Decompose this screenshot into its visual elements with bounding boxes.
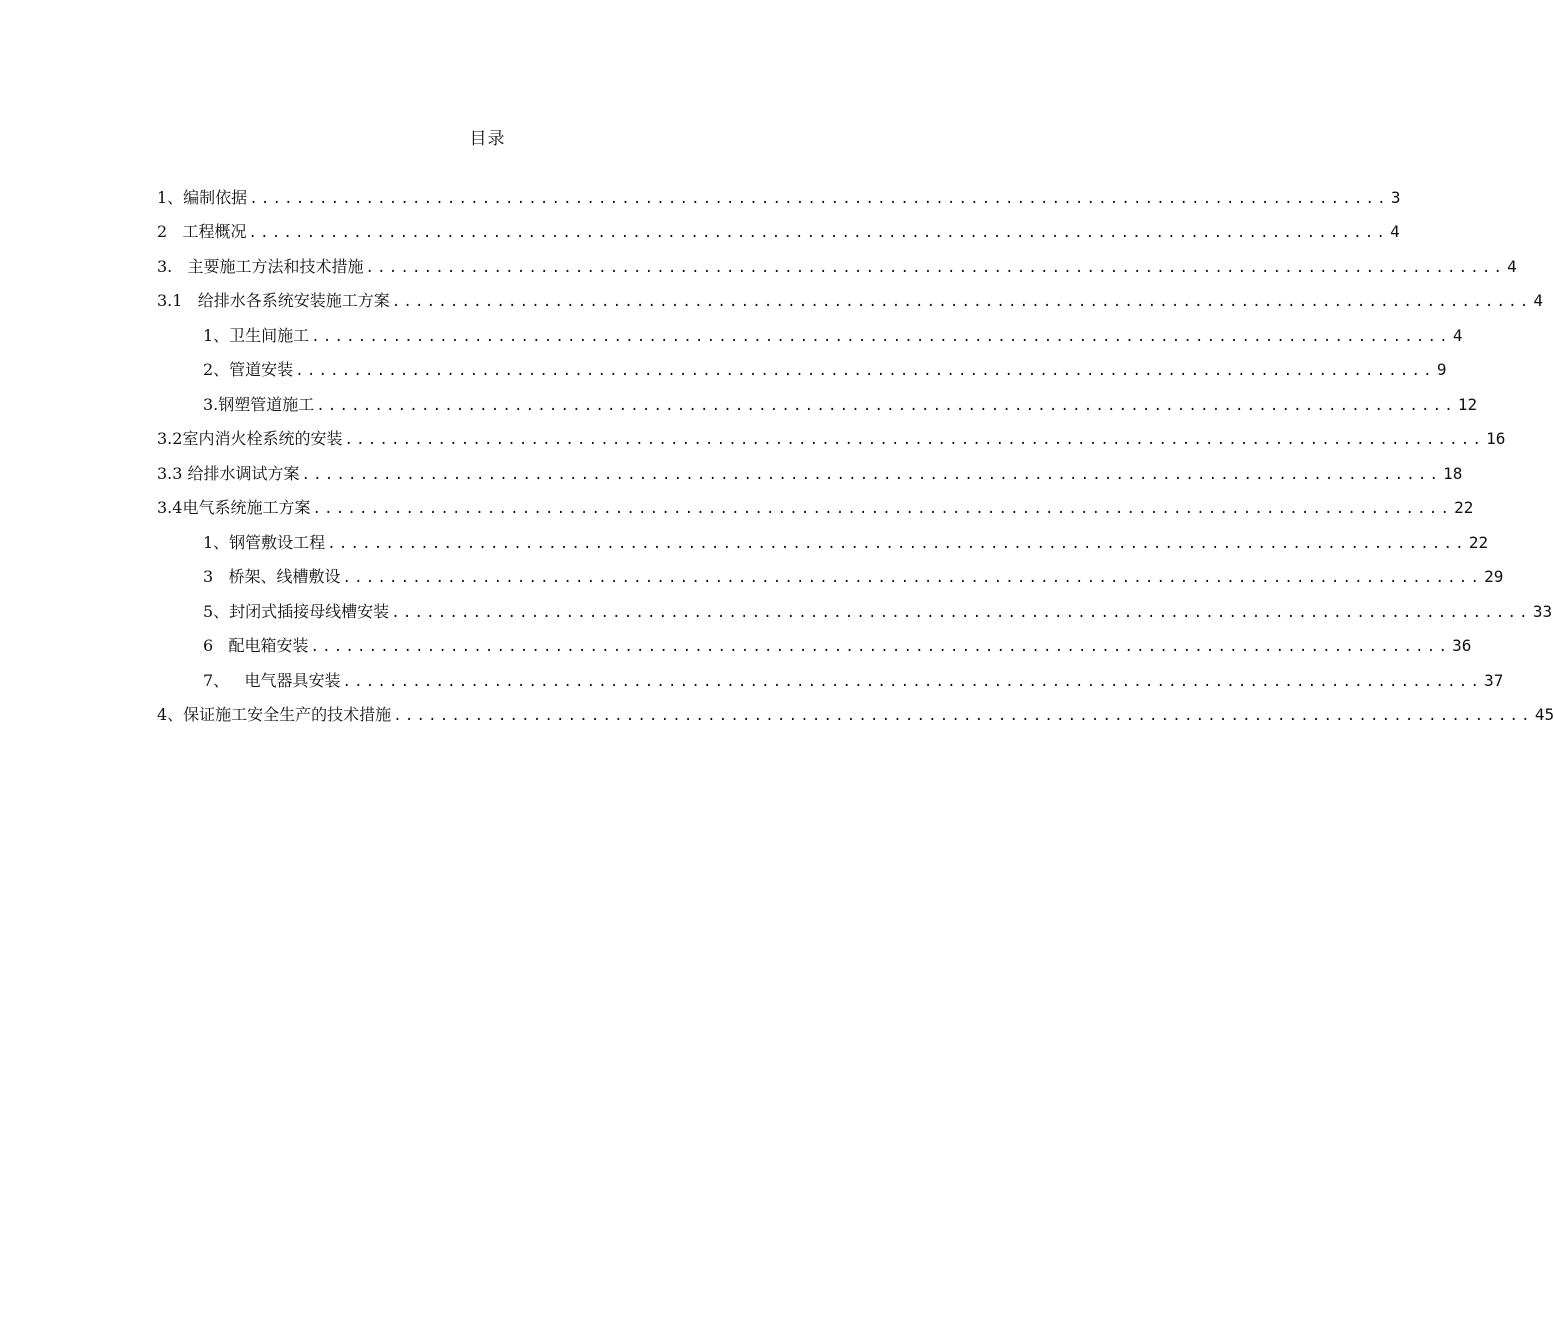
toc-entry-label: 3.钢塑管道施工 [203, 395, 315, 414]
toc-entry-page: 18 [1443, 464, 1463, 483]
toc-entry-page: 45 [1534, 705, 1554, 724]
toc-leader-dots: .................................................................................................. [391, 294, 1532, 310]
toc-entry-label: 5、封闭式插接母线槽安装 [203, 602, 390, 621]
toc-entry-page: 4 [1533, 291, 1543, 310]
toc-entry-page: 4 [1452, 326, 1463, 345]
toc-entry-label: 3.1 给排水各系统安装施工方案 [157, 291, 390, 310]
toc-leader-dots: .................................................................................................. [249, 191, 1389, 207]
toc-leader-dots: .................................................................................................. [391, 605, 1531, 621]
toc-entry-page: 12 [1457, 395, 1478, 414]
toc-leader-dots: .................................................................................................. [327, 536, 1467, 552]
toc-entry[interactable] [203, 323, 1463, 347]
toc-entry-page: 33 [1532, 602, 1553, 621]
toc-entry-page: 16 [1486, 429, 1506, 448]
toc-entry-label: 3. 主要施工方法和技术措施 [157, 257, 364, 276]
toc-entry[interactable] [157, 426, 1506, 450]
toc-entry[interactable] [203, 668, 1504, 692]
toc-entry-label: 2、管道安装 [203, 360, 294, 379]
toc-entry-label: 3.2室内消火栓系统的安装 [157, 429, 343, 448]
toc-leader-dots: .................................................................................................. [393, 708, 1533, 724]
toc-entry[interactable] [157, 288, 1543, 312]
toc-entry-page: 3 [1390, 188, 1401, 207]
toc-entry-page: 9 [1436, 360, 1447, 379]
toc-entry[interactable] [157, 219, 1400, 243]
toc-title: 目录 [469, 129, 506, 149]
toc-entry[interactable] [157, 254, 1517, 278]
toc-entry[interactable] [203, 633, 1472, 657]
toc-leader-dots: .................................................................................................. [365, 260, 1506, 276]
toc-leader-dots: .................................................................................................. [311, 329, 1451, 345]
toc-entry-label: 3 桥架、线槽敷设 [203, 567, 341, 586]
toc-leader-dots: .................................................................................................. [248, 225, 1389, 241]
toc-entry[interactable] [203, 564, 1504, 588]
toc-leader-dots: .................................................................................................. [312, 501, 1453, 517]
toc-entry-label: 7、 电气器具安装 [203, 671, 341, 690]
toc-entry[interactable] [157, 185, 1401, 209]
toc-entry[interactable] [203, 392, 1478, 416]
toc-entry[interactable] [157, 702, 1554, 726]
toc-entry-page: 4 [1390, 222, 1400, 241]
toc-entry[interactable] [157, 461, 1463, 485]
toc-leader-dots: .................................................................................................. [344, 432, 1485, 448]
toc-entry-label: 2 工程概况 [157, 222, 247, 241]
toc-leader-dots: .................................................................................................. [342, 674, 1483, 690]
toc-entry-page: 22 [1454, 498, 1474, 517]
toc-entry-label: 3.4电气系统施工方案 [157, 498, 311, 517]
toc-entry[interactable] [203, 357, 1447, 381]
toc-entry-label: 3.3 给排水调试方案 [157, 464, 300, 483]
toc-entry-label: 1、编制依据 [157, 188, 248, 207]
toc-entry-page: 36 [1452, 636, 1472, 655]
toc-entry-page: 4 [1507, 257, 1517, 276]
toc-leader-dots: .................................................................................................. [295, 363, 1435, 379]
toc-entry-label: 6 配电箱安装 [203, 636, 309, 655]
toc-entry-page: 37 [1484, 671, 1504, 690]
toc-leader-dots: .................................................................................................. [316, 398, 1456, 414]
toc-leader-dots: .................................................................................................. [301, 467, 1442, 483]
toc-entry-label: 1、钢管敷设工程 [203, 533, 326, 552]
toc-entry[interactable] [203, 599, 1553, 623]
toc-leader-dots: .................................................................................................. [342, 570, 1483, 586]
toc-entry-label: 1、卫生间施工 [203, 326, 310, 345]
toc-entry[interactable] [157, 495, 1474, 519]
toc-entry-page: 22 [1468, 533, 1489, 552]
toc-entry-page: 29 [1484, 567, 1504, 586]
toc-entry-label: 4、保证施工安全生产的技术措施 [157, 705, 392, 724]
toc-entry[interactable] [203, 530, 1489, 554]
toc-leader-dots: .................................................................................................. [310, 639, 1451, 655]
